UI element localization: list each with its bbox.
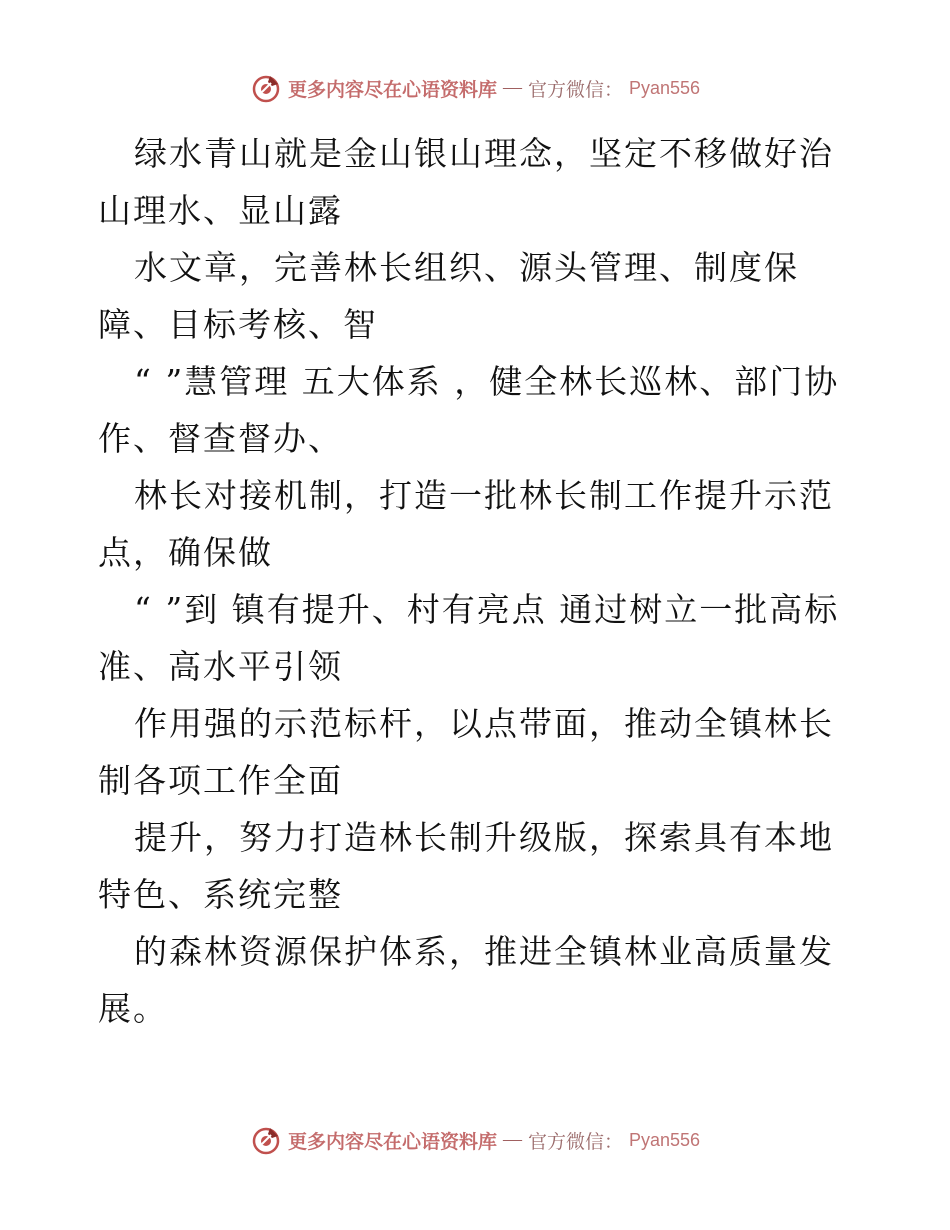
paragraph: 作用强的示范标杆，以点带面，推动全镇林长制各项工作全面: [98, 704, 834, 800]
watermark-dash: —: [502, 77, 522, 98]
paragraph: “ ”到 镇有提升、村有亮点 通过树立一批高标准、高水平引领: [98, 590, 840, 686]
watermark-wechat-id: Pyan556: [628, 77, 701, 98]
paragraph: 的森林资源保护体系，推进全镇林业高质量发展。: [98, 932, 834, 1028]
watermark-wechat-label: 官方微信：: [527, 1131, 623, 1153]
watermark-brand-text: 更多内容尽在心语资料库: [287, 1131, 497, 1153]
paragraph: “ ”慧管理 五大体系 ，健全林长巡林、部门协作、督查督办、: [98, 362, 840, 458]
watermark-wechat-label: 官方微信：: [527, 79, 623, 101]
pen-logo-icon: [250, 1124, 282, 1156]
watermark-brand-text: 更多内容尽在心语资料库: [287, 79, 497, 101]
footer-watermark: [0, 1124, 950, 1156]
paragraph: 林长对接机制，打造一批林长制工作提升示范点，确保做: [98, 476, 834, 572]
pen-logo-icon: [250, 72, 282, 104]
document-body: [98, 125, 858, 1037]
paragraph: 绿水青山就是金山银山理念，坚定不移做好治山理水、显山露: [98, 134, 834, 230]
paragraph: 水文章，完善林长组织、源头管理、制度保障、目标考核、智: [98, 248, 799, 344]
watermark-wechat-id: Pyan556: [628, 1129, 701, 1150]
paragraph: 提升，努力打造林长制升级版，探索具有本地特色、系统完整: [98, 818, 834, 914]
watermark-dash: —: [502, 1129, 522, 1150]
header-watermark: [0, 72, 950, 104]
